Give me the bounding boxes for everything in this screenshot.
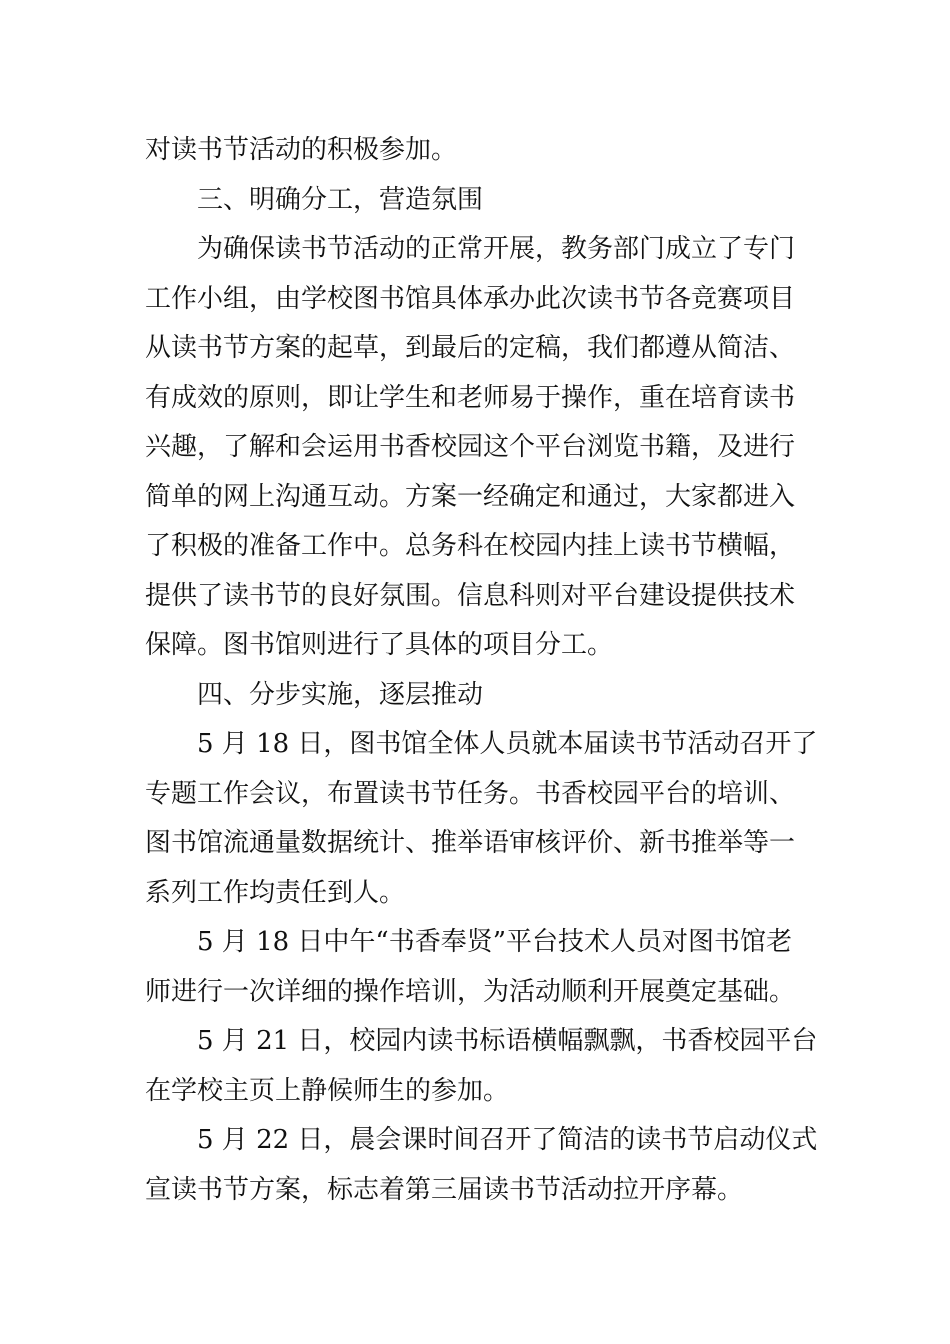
paragraph-line: 兴趣，了解和会运用书香校园这个平台浏览书籍，及进行 bbox=[145, 432, 796, 462]
paragraph-line: 专题工作会议，布置读书节任务。书香校园平台的培训、 bbox=[145, 778, 796, 809]
section-heading: 四、分步实施，逐层推动 bbox=[197, 679, 484, 710]
document-body bbox=[145, 126, 818, 1215]
paragraph-line: 师进行一次详细的操作培训，为活动顺利开展奠定基础。 bbox=[145, 976, 796, 1007]
paragraph-line: 5 月 21 日，校园内读书标语横幅飘飘，书香校园平台 bbox=[197, 1026, 818, 1056]
paragraph-line: 5 月 22 日，晨会课时间召开了简洁的读书节启动仪式 bbox=[197, 1125, 818, 1155]
paragraph-line: 宣读书节方案，标志着第三届读书节活动拉开序幕。 bbox=[145, 1174, 744, 1205]
paragraph-line: 系列工作均责任到人。 bbox=[145, 877, 406, 908]
paragraph-line: 从读书节方案的起草，到最后的定稿，我们都遵从简洁、 bbox=[145, 333, 796, 363]
paragraph-line: 为确保读书节活动的正常开展，教务部门成立了专门 bbox=[197, 234, 796, 264]
paragraph-line: 有成效的原则，即让学生和老师易于操作，重在培育读书 bbox=[145, 382, 796, 413]
paragraph-line: 保障。图书馆则进行了具体的项目分工。 bbox=[145, 630, 614, 660]
paragraph-line: 在学校主页上静候师生的参加。 bbox=[145, 1075, 510, 1106]
paragraph-line: 了积极的准备工作中。总务科在校园内挂上读书节横幅， bbox=[145, 531, 796, 561]
paragraph-line: 5 月 18 日，图书馆全体人员就本届读书节活动召开了 bbox=[197, 729, 818, 759]
paragraph-line: 对读书节活动的积极参加。 bbox=[145, 135, 458, 165]
paragraph-line: 简单的网上沟通互动。方案一经确定和通过，大家都进入 bbox=[145, 481, 796, 512]
paragraph-line: 工作小组，由学校图书馆具体承办此次读书节各竞赛项目 bbox=[145, 283, 796, 314]
paragraph-line: 提供了读书节的良好氛围。信息科则对平台建设提供技术 bbox=[145, 580, 796, 611]
paragraph-line: 5 月 18 日中午“书香奉贤”平台技术人员对图书馆老 bbox=[197, 927, 793, 957]
paragraph-line: 图书馆流通量数据统计、推举语审核评价、新书推举等一 bbox=[145, 828, 796, 858]
section-heading: 三、明确分工，营造氛围 bbox=[197, 184, 484, 215]
